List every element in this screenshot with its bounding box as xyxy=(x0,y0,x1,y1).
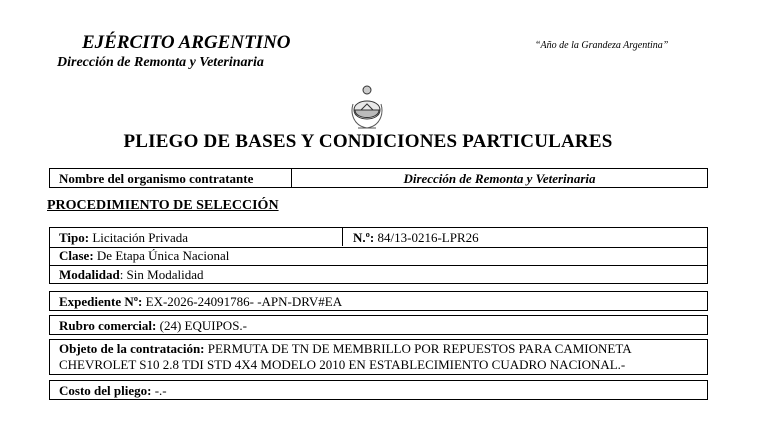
clase-value: De Etapa Única Nacional xyxy=(96,248,230,263)
costo-value: -.- xyxy=(154,383,167,398)
organismo-label: Nombre del organismo contratante xyxy=(50,169,292,187)
costo-label: Costo del pliego: xyxy=(59,383,152,398)
procedimiento-table xyxy=(49,227,708,284)
rubro-value: (24) EQUIPOS.- xyxy=(159,318,248,333)
expediente-value: EX-2026-24091786- -APN-DRV#EA xyxy=(145,294,343,309)
directorate-name: Dirección de Remonta y Veterinaria xyxy=(57,55,264,70)
organization-name: EJÉRCITO ARGENTINO xyxy=(82,32,291,53)
tipo-label: Tipo: xyxy=(59,230,90,245)
objeto-value: PERMUTA DE TN DE MEMBRILLO POR REPUESTOS PARA CAMIONETA CHEVROLET S10 2.8 TDI STD 4X4 MODELO 2010 EN ESTABLECIMIENTO CUADRO NACIONAL.- xyxy=(59,341,631,372)
numero-value: 84/13-0216-LPR26 xyxy=(377,230,479,245)
clase-row xyxy=(50,246,707,266)
modalidad-row xyxy=(50,265,707,284)
organismo-value: Dirección de Remonta y Veterinaria xyxy=(403,171,596,186)
modalidad-label: Modalidad xyxy=(59,267,120,282)
objeto-row xyxy=(49,339,708,375)
section-heading: PROCEDIMIENTO DE SELECCIÓN xyxy=(47,198,279,213)
column-divider xyxy=(342,228,343,246)
expediente-row xyxy=(49,291,708,311)
organismo-row xyxy=(49,168,708,188)
year-motto: “Año de la Grandeza Argentina” xyxy=(535,40,669,51)
costo-row xyxy=(49,380,708,400)
document-title: PLIEGO DE BASES Y CONDICIONES PARTICULARES xyxy=(123,131,613,152)
coat-of-arms-icon xyxy=(350,84,384,132)
modalidad-value: : Sin Modalidad xyxy=(119,267,204,282)
rubro-label: Rubro comercial: xyxy=(59,318,157,333)
clase-label: Clase: xyxy=(59,248,94,263)
rubro-row xyxy=(49,315,708,335)
tipo-value: Licitación Privada xyxy=(92,230,189,245)
numero-label: N.º: xyxy=(353,230,375,245)
expediente-label: Expediente Nº: xyxy=(59,294,143,309)
objeto-label: Objeto de la contratación: xyxy=(59,341,205,356)
tipo-row xyxy=(50,228,707,248)
